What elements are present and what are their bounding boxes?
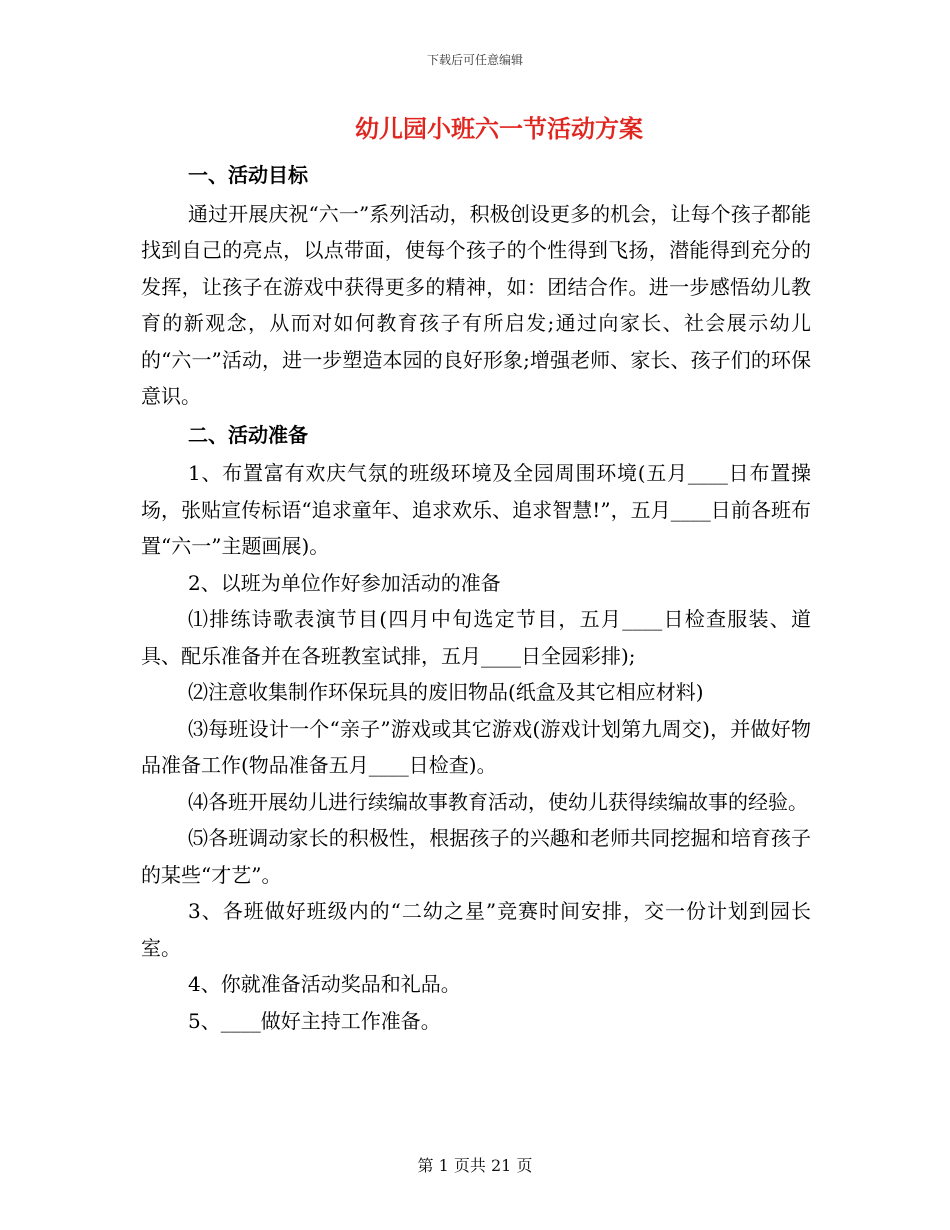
section-heading-goals: 一、活动目标 <box>188 163 308 187</box>
page-number-footer: 第 1 页共 21 页 <box>417 1156 533 1175</box>
prep-item-2: 2、以班为单位作好参加活动的准备 <box>188 570 501 595</box>
section-heading-preparation: 二、活动准备 <box>188 422 308 447</box>
prep-item-1: 1、布置富有欢庆气氛的班级环境及全园周围环境(五月____日布置操场，张贴宣传标语“追求童年、追求欢乐、追求智慧!”，五月____日前各班布置“六一”主题画展)。 <box>141 461 811 558</box>
goals-paragraph: 通过开展庆祝“六一”系列活动，积极创设更多的机会，让每个孩子都能找到自己的亮点，以点带面，使每个孩子的个性得到飞扬，潜能得到充分的发挥，让孩子在游戏中获得更多的精神，如：团结合作。进一步感悟幼儿教育的新观念，从而对如何教育孩子有所启发;通过向家长、社会展示幼儿的“六一”活动，进一步塑造本园的良好形象;增强老师、家长、孩子们的环保意识。 <box>141 201 811 408</box>
prep-item-3: 3、各班做好班级内的“二幼之星”竞赛时间安排，交一份计划到园长室。 <box>141 899 811 960</box>
document-body <box>141 155 811 1039</box>
prep-item-5: 5、____做好主持工作准备。 <box>188 1008 441 1033</box>
prep-subitem-5: ⑸各班调动家长的积极性，根据孩子的兴趣和老师共同挖掘和培育孩子的某些“才艺”。 <box>141 826 811 887</box>
header-note: 下载后可任意编辑 <box>426 53 523 67</box>
prep-subitem-1: ⑴排练诗歌表演节目(四月中旬选定节目，五月____日检查服装、道具、配乐准备并在各班教室试排，五月____日全园彩排); <box>141 607 811 668</box>
prep-item-4: 4、你就准备活动奖品和礼品。 <box>188 972 461 996</box>
prep-subitem-4: ⑷各班开展幼儿进行续编故事教育活动，使幼儿获得续编故事的经验。 <box>188 789 808 814</box>
prep-subitem-3: ⑶每班设计一个“亲子”游戏或其它游戏(游戏计划第九周交)，并做好物品准备工作(物品准备五月____日检查)。 <box>141 716 811 777</box>
document-title: 幼儿园小班六一节活动方案 <box>355 114 643 143</box>
prep-subitem-2: ⑵注意收集制作环保玩具的废旧物品(纸盒及其它相应材料) <box>188 680 704 704</box>
